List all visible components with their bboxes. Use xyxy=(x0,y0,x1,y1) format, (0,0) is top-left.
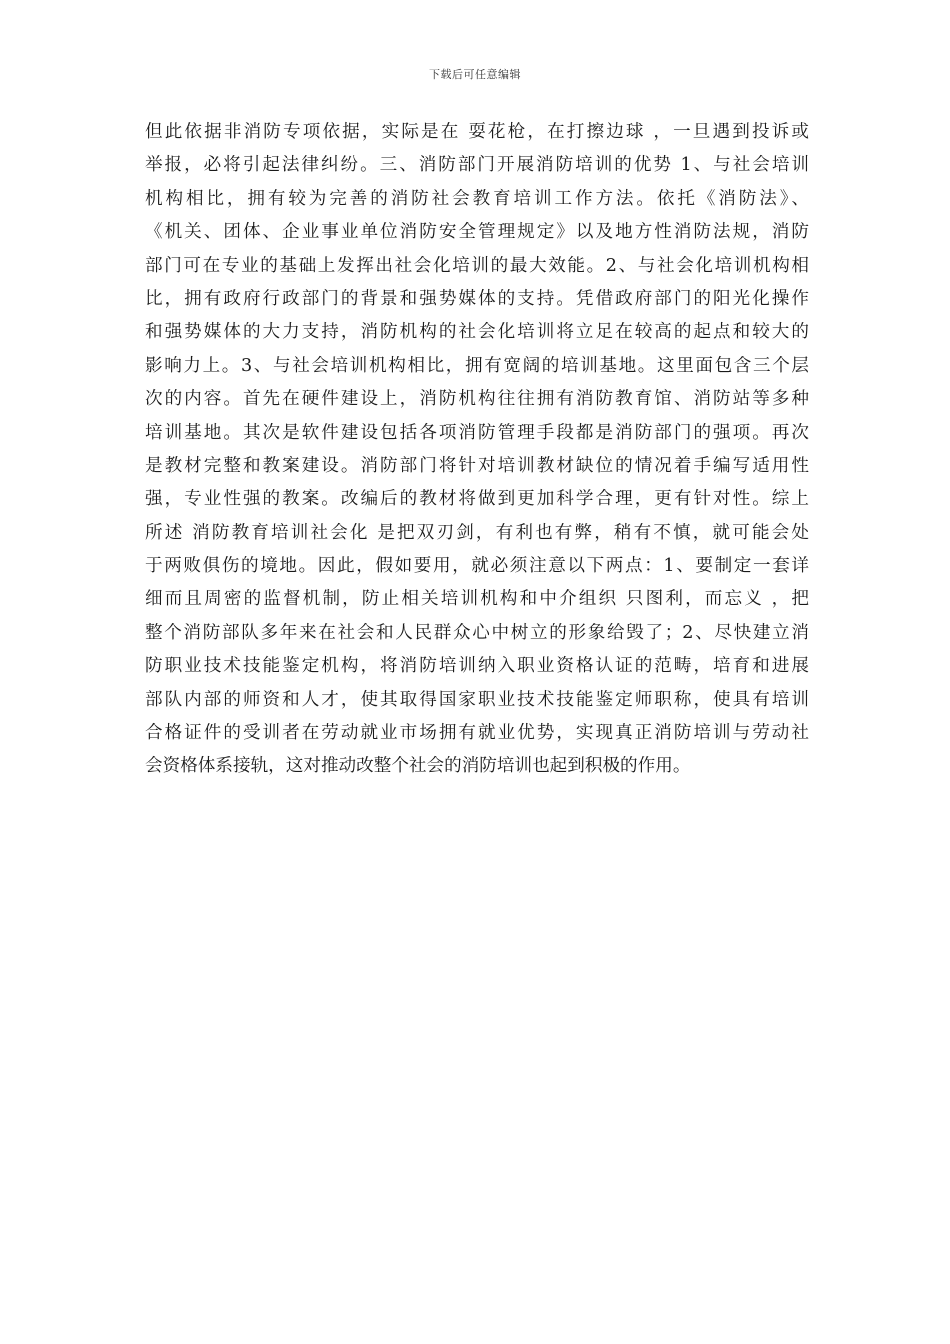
text-line: 和强势媒体的大力支持，消防机构的社会化培训将立足在较高的起点和较大的 xyxy=(145,322,809,343)
text-line: 次的内容。首先在硬件建设上，消防机构往往拥有消防教育馆、消防站等多种 xyxy=(145,389,809,410)
text-line: 培训基地。其次是软件建设包括各项消防管理手段都是消防部门的强项。再次 xyxy=(145,422,809,443)
text-line: 会资格体系接轨，这对推动改整个社会的消防培训也起到积极的作用。 xyxy=(145,756,691,777)
text-line: 但此依据非消防专项依据，实际是在 耍花枪，在打擦边球 ，一旦遇到投诉或 xyxy=(145,122,809,142)
text-line: 于两败俱伤的境地。因此，假如要用，就必须注意以下两点：1、要制定一套详 xyxy=(145,556,809,577)
text-line: 举报，必将引起法律纠纷。三、消防部门开展消防培训的优势 1、与社会培训 xyxy=(145,155,809,176)
text-line: 防职业技术技能鉴定机构，将消防培训纳入职业资格认证的范畴，培育和进展 xyxy=(145,656,809,677)
text-line: 细而且周密的监督机制，防止相关培训机构和中介组织 只图利，而忘义 ，把 xyxy=(145,589,809,610)
text-line: 强，专业性强的教案。改编后的教材将做到更加科学合理，更有针对性。综上 xyxy=(145,489,809,510)
text-line: 部门可在专业的基础上发挥出社会化培训的最大效能。2、与社会化培训机构相 xyxy=(145,255,809,276)
text-line: 是教材完整和教案建设。消防部门将针对培训教材缺位的情况着手编写适用性 xyxy=(145,455,809,476)
text-line: 比，拥有政府行政部门的背景和强势媒体的支持。凭借政府部门的阳光化操作 xyxy=(145,288,809,309)
text-line: 所述 消防教育培训社会化 是把双刃剑，有利也有弊，稍有不慎，就可能会处 xyxy=(145,522,809,543)
body-paragraph xyxy=(145,116,809,784)
text-line: 整个消防部队多年来在社会和人民群众心中树立的形象给毁了；2、尽快建立消 xyxy=(145,622,809,643)
text-line: 《机关、团体、企业事业单位消防安全管理规定》以及地方性消防法规，消防 xyxy=(145,222,809,243)
text-line: 部队内部的师资和人才，使其取得国家职业技术技能鉴定师职称，使具有培训 xyxy=(145,689,809,710)
text-line: 影响力上。3、与社会培训机构相比，拥有宽阔的培训基地。这里面包含三个层 xyxy=(145,355,809,376)
page-header-note: 下载后可任意编辑 xyxy=(429,68,521,81)
text-line: 合格证件的受训者在劳动就业市场拥有就业优势，实现真正消防培训与劳动社 xyxy=(145,723,809,744)
text-line: 机构相比，拥有较为完善的消防社会教育培训工作方法。依托《消防法》、 xyxy=(145,188,809,209)
